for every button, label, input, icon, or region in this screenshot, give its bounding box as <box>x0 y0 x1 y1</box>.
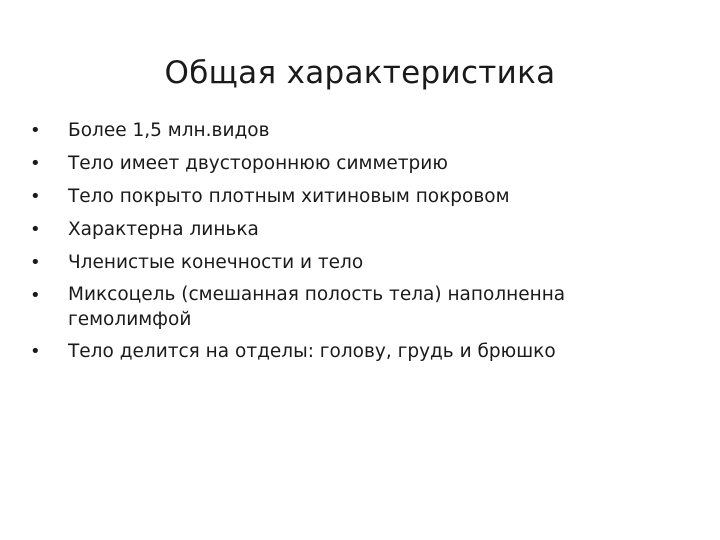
bullet-icon: • <box>30 219 41 240</box>
list-item <box>30 150 670 177</box>
bullet-text: Миксоцель (смешанная полость тела) наполненна гемолимфой <box>68 284 566 330</box>
bullet-list <box>30 117 670 371</box>
bullet-icon: • <box>30 285 41 306</box>
slide-title: Общая характеристика <box>164 55 556 91</box>
bullet-text: Тело имеет двустороннюю симметрию <box>68 153 448 174</box>
bullet-icon: • <box>30 153 41 174</box>
bullet-text: Членистые конечности и тело <box>68 252 364 273</box>
bullet-icon: • <box>30 341 41 362</box>
bullet-icon: • <box>30 252 41 273</box>
bullet-text: Более 1,5 млн.видов <box>68 120 270 141</box>
bullet-text: Тело покрыто плотным хитиновым покровом <box>68 186 510 207</box>
list-item <box>30 338 670 365</box>
bullet-text: Тело делится на отделы: голову, грудь и брюшко <box>68 341 556 362</box>
list-item <box>30 183 670 210</box>
bullet-icon: • <box>30 186 41 207</box>
list-item <box>30 117 670 144</box>
list-item <box>30 282 670 332</box>
bullet-text: Характерна линька <box>68 219 259 240</box>
list-item <box>30 249 670 276</box>
list-item <box>30 216 670 243</box>
bullet-icon: • <box>30 120 41 141</box>
